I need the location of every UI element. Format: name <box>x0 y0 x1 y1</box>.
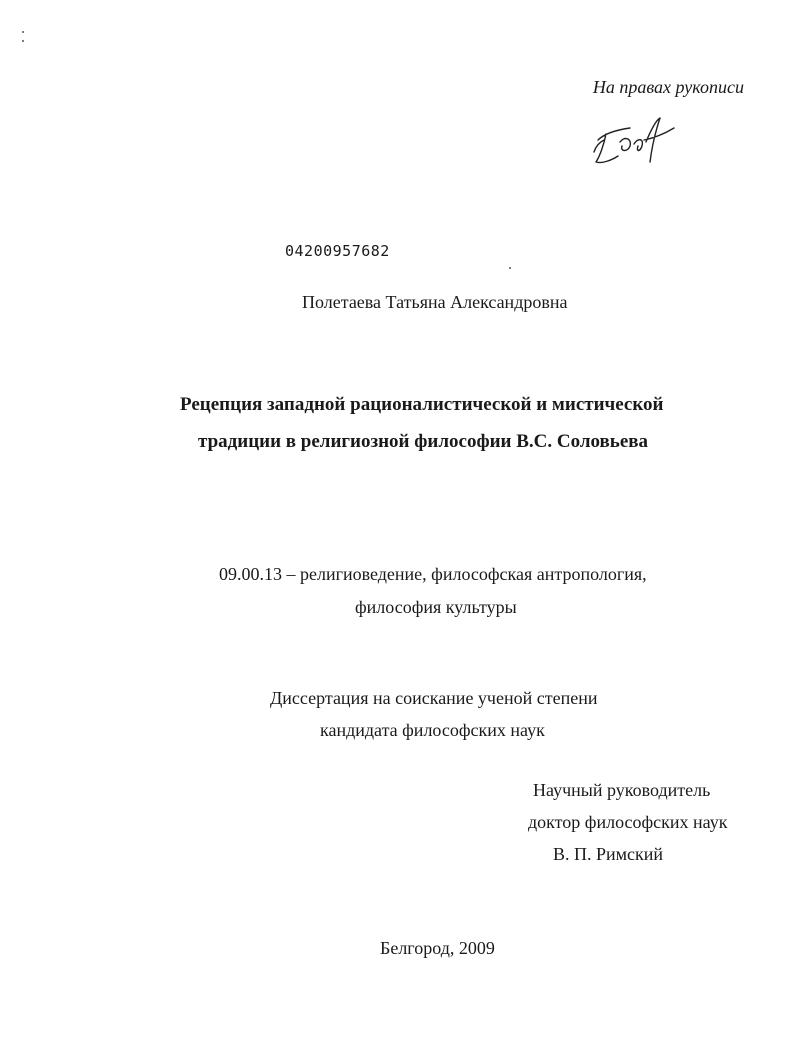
author-name: Полетаева Татьяна Александровна <box>302 292 568 312</box>
scan-speck <box>22 31 24 33</box>
scan-speck <box>22 40 24 42</box>
title-line-2: традиции в религиозной философии В.С. Соловьева <box>198 431 649 452</box>
registry-number: 04200957682 <box>285 242 390 260</box>
supervisor-name: В. П. Римский <box>553 844 664 864</box>
dissertation-line-2: кандидата философских наук <box>320 720 545 740</box>
rights-notice: На правах рукописи <box>592 77 744 97</box>
handwritten-signature-icon <box>590 112 680 172</box>
supervisor-role: Научный руководитель <box>533 780 711 800</box>
supervisor-degree: доктор философских наук <box>528 812 728 832</box>
specialty-line-2: философия культуры <box>355 597 517 617</box>
city-year: Белгород, 2009 <box>380 938 495 958</box>
specialty-line-1: 09.00.13 – религиоведение, философская антропология, <box>219 564 647 584</box>
dissertation-line-1: Диссертация на соискание ученой степени <box>270 688 598 708</box>
scan-speck <box>509 267 511 269</box>
title-line-1: Рецепция западной рационалистической и мистической <box>180 394 664 415</box>
